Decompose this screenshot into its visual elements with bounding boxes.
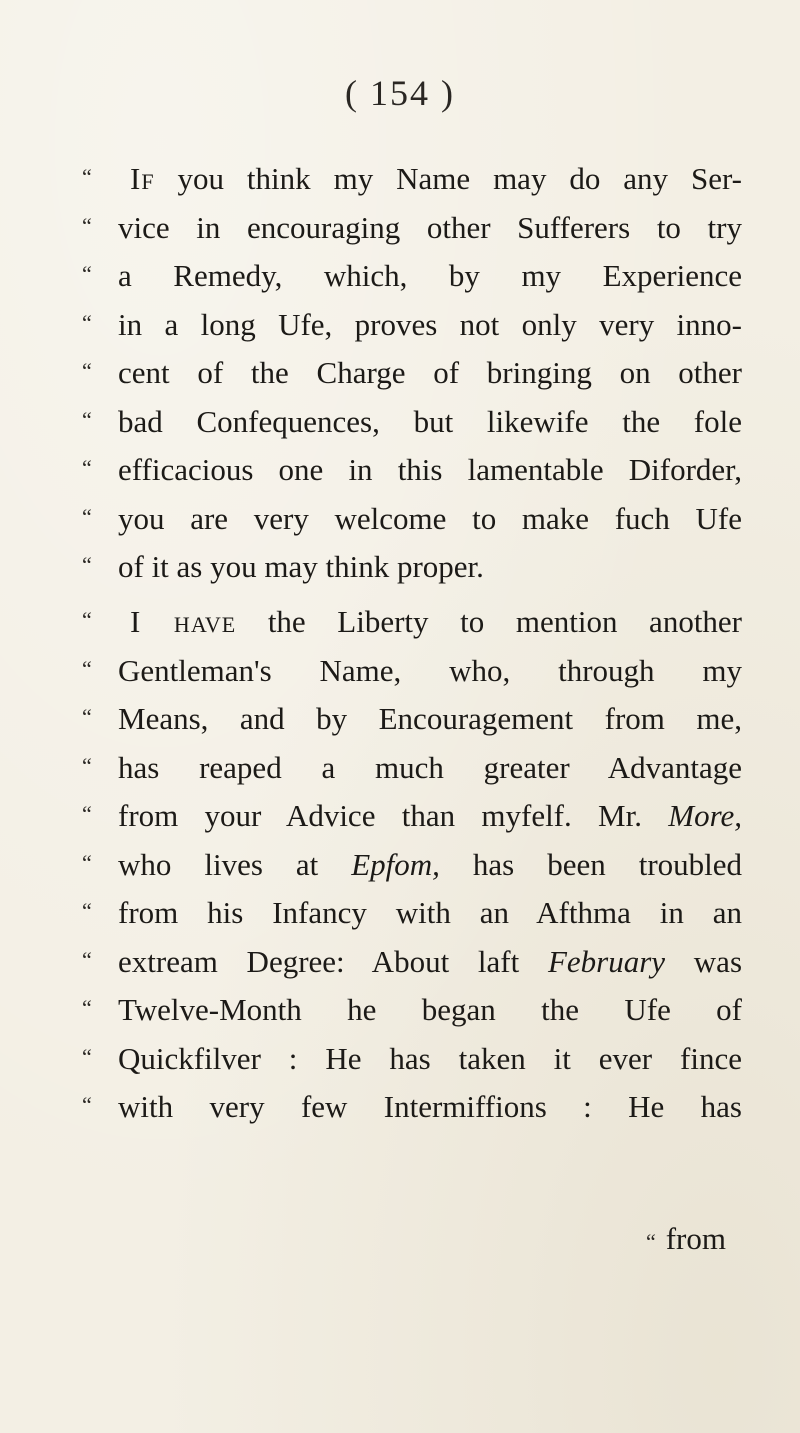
quote-mark: “: [82, 1043, 92, 1069]
text-line: [82, 398, 742, 447]
lead-word: If: [130, 161, 155, 196]
quote-mark: “: [82, 164, 92, 189]
text-line: [82, 744, 742, 793]
quote-mark: “: [82, 309, 92, 335]
line-text: of it as you may think proper.: [118, 549, 484, 584]
line-text: efficacious one in this lamentable Diforder,: [118, 452, 742, 487]
paragraph-1: [82, 155, 742, 592]
line-text: in a long Ufe, proves not only very inno-: [118, 306, 742, 342]
place-epsom: Epfom,: [351, 846, 440, 882]
quote-mark: “: [82, 552, 92, 577]
quote-mark: “: [645, 1229, 656, 1254]
line-text: you are very welcome to make fuch Ufe: [118, 500, 742, 536]
text-line: [82, 1035, 742, 1084]
text-line: [82, 495, 742, 544]
line-text: Quickfilver : He has taken it ever fince: [118, 1040, 742, 1076]
quote-mark: “: [82, 358, 92, 383]
lead-word: I have: [130, 604, 237, 639]
line-text: Means, and by Encouragement from me,: [118, 701, 742, 736]
quote-mark: “: [82, 946, 92, 972]
quote-mark: “: [82, 995, 92, 1020]
text-line: [82, 986, 742, 1035]
text-line: [82, 252, 742, 301]
quote-mark: “: [82, 801, 92, 826]
line-text: has reaped a much greater Advantage: [118, 749, 742, 785]
text-line: [82, 695, 742, 744]
month-february: February: [547, 943, 666, 979]
text-line: [82, 446, 742, 495]
line-text: Gentleman's Name, who, through my: [118, 652, 742, 688]
text-line: [82, 889, 742, 938]
line-text: cent of the Charge of bringing on other: [118, 355, 742, 390]
line-text: with very few Intermiffions : He has: [118, 1089, 742, 1124]
quote-mark: “: [82, 406, 92, 432]
text-line: [82, 204, 742, 253]
quote-mark: “: [82, 503, 92, 529]
line-text: bad Confequences, but likewife the fole: [118, 403, 742, 439]
quote-mark: “: [82, 455, 92, 480]
line-text: Twelve-Month he began the Ufe of: [118, 992, 742, 1027]
quote-mark: “: [82, 898, 92, 923]
quote-mark: “: [82, 1092, 92, 1117]
line-text: a Remedy, which, by my Experience: [118, 258, 742, 293]
text-line: [82, 938, 742, 987]
quote-mark: “: [82, 704, 92, 729]
line-text: from his Infancy with an Afthma in an: [118, 895, 742, 930]
text-line: [82, 543, 742, 592]
text-line: [82, 841, 742, 890]
quote-mark: “: [82, 607, 92, 632]
quote-mark: “: [82, 849, 92, 875]
line-text: who lives at: [118, 846, 319, 882]
catchword-text: from: [665, 1221, 726, 1256]
line-text: from your Advice than myfelf. Mr.: [118, 798, 642, 833]
name-more: More,: [668, 798, 742, 833]
text-line: [82, 155, 742, 204]
line-text: you think my Name may do any Ser-: [177, 161, 743, 196]
catchword: [646, 1215, 726, 1264]
line-text: extream Degree: About laft: [118, 943, 520, 979]
text-line: [82, 349, 742, 398]
paragraph-2: [82, 598, 742, 1132]
quote-mark: “: [82, 261, 92, 286]
line-text: vice in encouraging other Sufferers to try: [118, 209, 742, 245]
text-line: [82, 792, 742, 841]
line-text: has been troubled: [472, 846, 743, 882]
quote-mark: “: [82, 655, 92, 681]
text-line: [82, 598, 742, 647]
text-line: [82, 647, 742, 696]
text-line: [82, 301, 742, 350]
line-text: was: [693, 943, 743, 979]
page-number: ( 154 ): [345, 73, 455, 113]
quote-mark: “: [82, 752, 92, 778]
text-line: [82, 1083, 742, 1132]
line-text: the Liberty to mention another: [267, 604, 743, 639]
quote-mark: “: [82, 212, 92, 238]
